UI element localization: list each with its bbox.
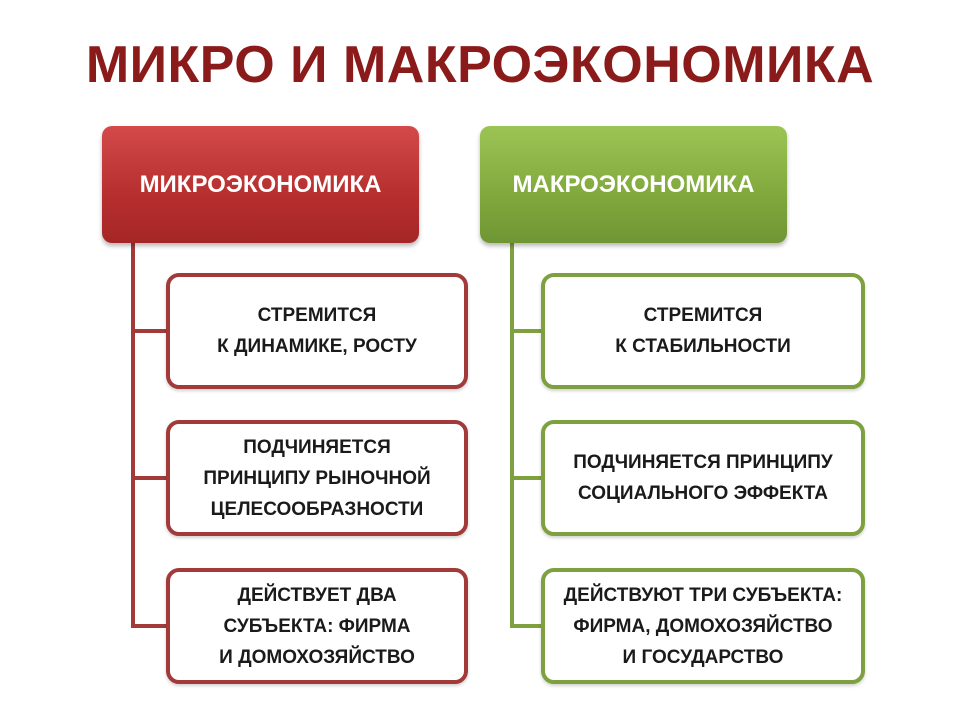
micro-card-market-principle: ПОДЧИНЯЕТСЯ ПРИНЦИПУ РЫНОЧНОЙ ЦЕЛЕСООБРАЗНОСТИ: [166, 420, 468, 536]
page-title: МИКРО И МАКРОЭКОНОМИКА: [85, 36, 875, 94]
macro-card-subjects: ДЕЙСТВУЮТ ТРИ СУБЪЕКТА: ФИРМА, ДОМОХОЗЯЙСТВО И ГОСУДАРСТВО: [541, 568, 865, 684]
micro-header: МИКРОЭКОНОМИКА: [102, 126, 419, 243]
macro-card-social-principle: ПОДЧИНЯЕТСЯ ПРИНЦИПУ СОЦИАЛЬНОГО ЭФФЕКТА: [541, 420, 865, 536]
micro-card-subjects: ДЕЙСТВУЕТ ДВА СУБЪЕКТА: ФИРМА И ДОМОХОЗЯЙСТВО: [166, 568, 468, 684]
macro-card-stability: СТРЕМИТСЯ К СТАБИЛЬНОСТИ: [541, 273, 865, 389]
micro-card-growth: СТРЕМИТСЯ К ДИНАМИКЕ, РОСТУ: [166, 273, 468, 389]
macro-header: МАКРОЭКОНОМИКА: [480, 126, 787, 243]
